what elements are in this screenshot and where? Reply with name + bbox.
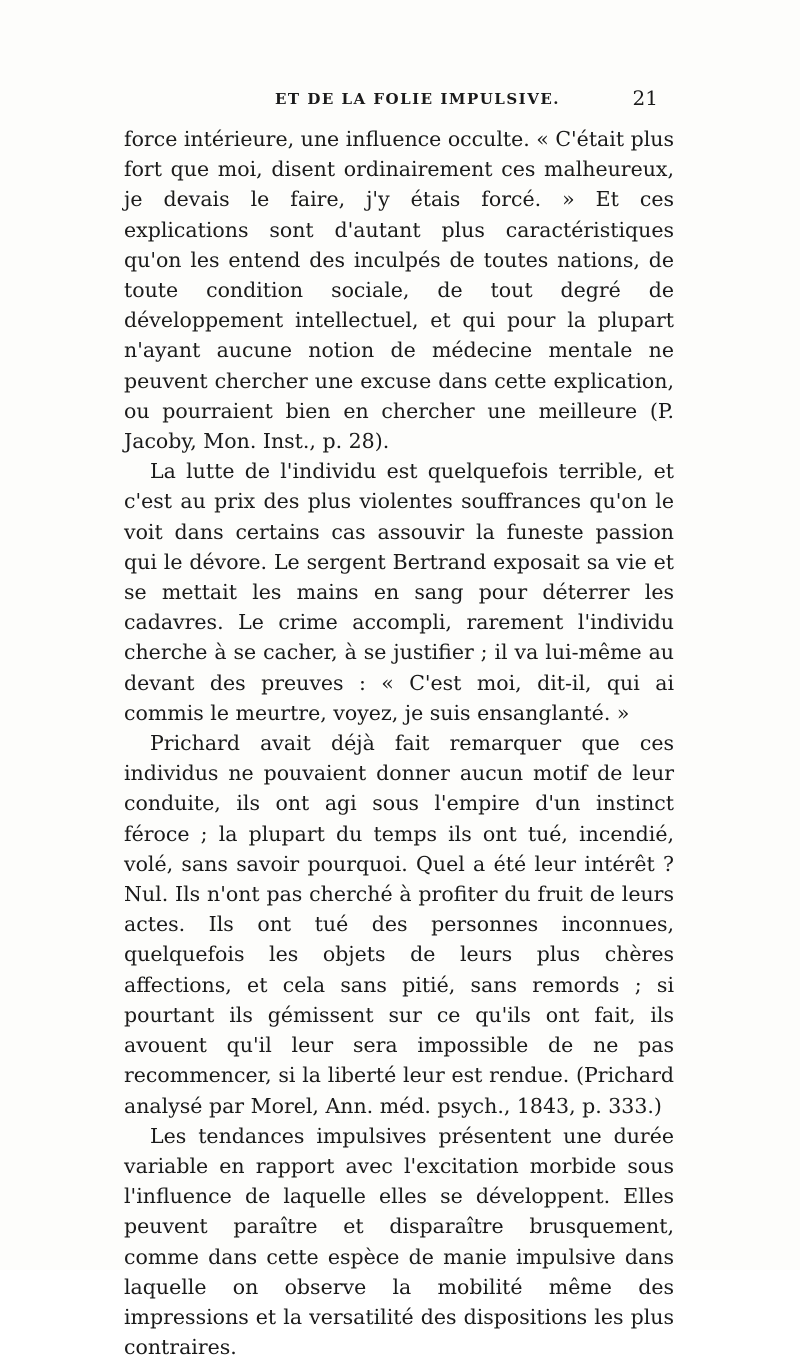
page-number: 21 — [632, 86, 658, 110]
page-header — [140, 88, 660, 118]
paragraph-4: Les tendances impulsives présentent une durée variable en rapport avec l'excitation morbide sous l'influence de laquelle elles se développent. Elles peuvent paraître et disparaître brusquement, comme dans cette espèce de manie impulsive dans laquelle on observe la mobilité même des impressions et la versatilité des dispositions les plus contraires. — [124, 1123, 674, 1360]
running-title: ET DE LA FOLIE IMPULSIVE. — [275, 90, 560, 108]
paragraph-3: Prichard avait déjà fait remarquer que ces individus ne pouvaient donner aucun motif de leur conduite, ils ont agi sous l'empire d'un instinct féroce ; la plupart du temps ils ont tué, incendié, volé, sans savoir pourquoi. Quel a été leur intérêt ? Nul. Ils n'ont pas cherché à profiter du fruit de leurs actes. Ils ont tué des personnes inconnues, quelquefois les objets de leurs plus chères affections, et cela sans pitié, sans remords ; si pourtant ils gémissent sur ce qu'ils ont fait, ils avouent qu'il leur sera impossible de ne pas recommencer, si la liberté leur est rendue. (Prichard analysé par Morel, Ann. méd. psych., 1843, p. 333.) — [124, 731, 674, 1118]
paragraph-1: force intérieure, une influence occulte. « C'était plus fort que moi, disent ordinairement ces malheureux, je devais le faire, j'y étais forcé. » Et ces explications sont d'autant plus caractéristiques qu'on les entend des inculpés de toutes nations, de toute condition sociale, de tout degré de développement intellectuel, et qui pour la plupart n'ayant aucune notion de médecine mentale ne peuvent chercher une excuse dans cette explication, ou pourraient bien en chercher une meilleure (P. Jacoby, Mon. Inst., p. 28). — [124, 127, 674, 454]
page-body — [124, 124, 674, 1362]
paragraph-2: La lutte de l'individu est quelquefois terrible, et c'est au prix des plus violentes souffrances qu'on le voit dans certains cas assouvir la funeste passion qui le dévore. Le sergent Bertrand exposait sa vie et se mettait les mains en sang pour déterrer les cadavres. Le crime accompli, rarement l'individu cherche à se cacher, à se justifier ; il va lui-même au devant des preuves : « C'est moi, dit-il, qui ai commis le meurtre, voyez, je suis ensanglanté. » — [124, 459, 674, 725]
